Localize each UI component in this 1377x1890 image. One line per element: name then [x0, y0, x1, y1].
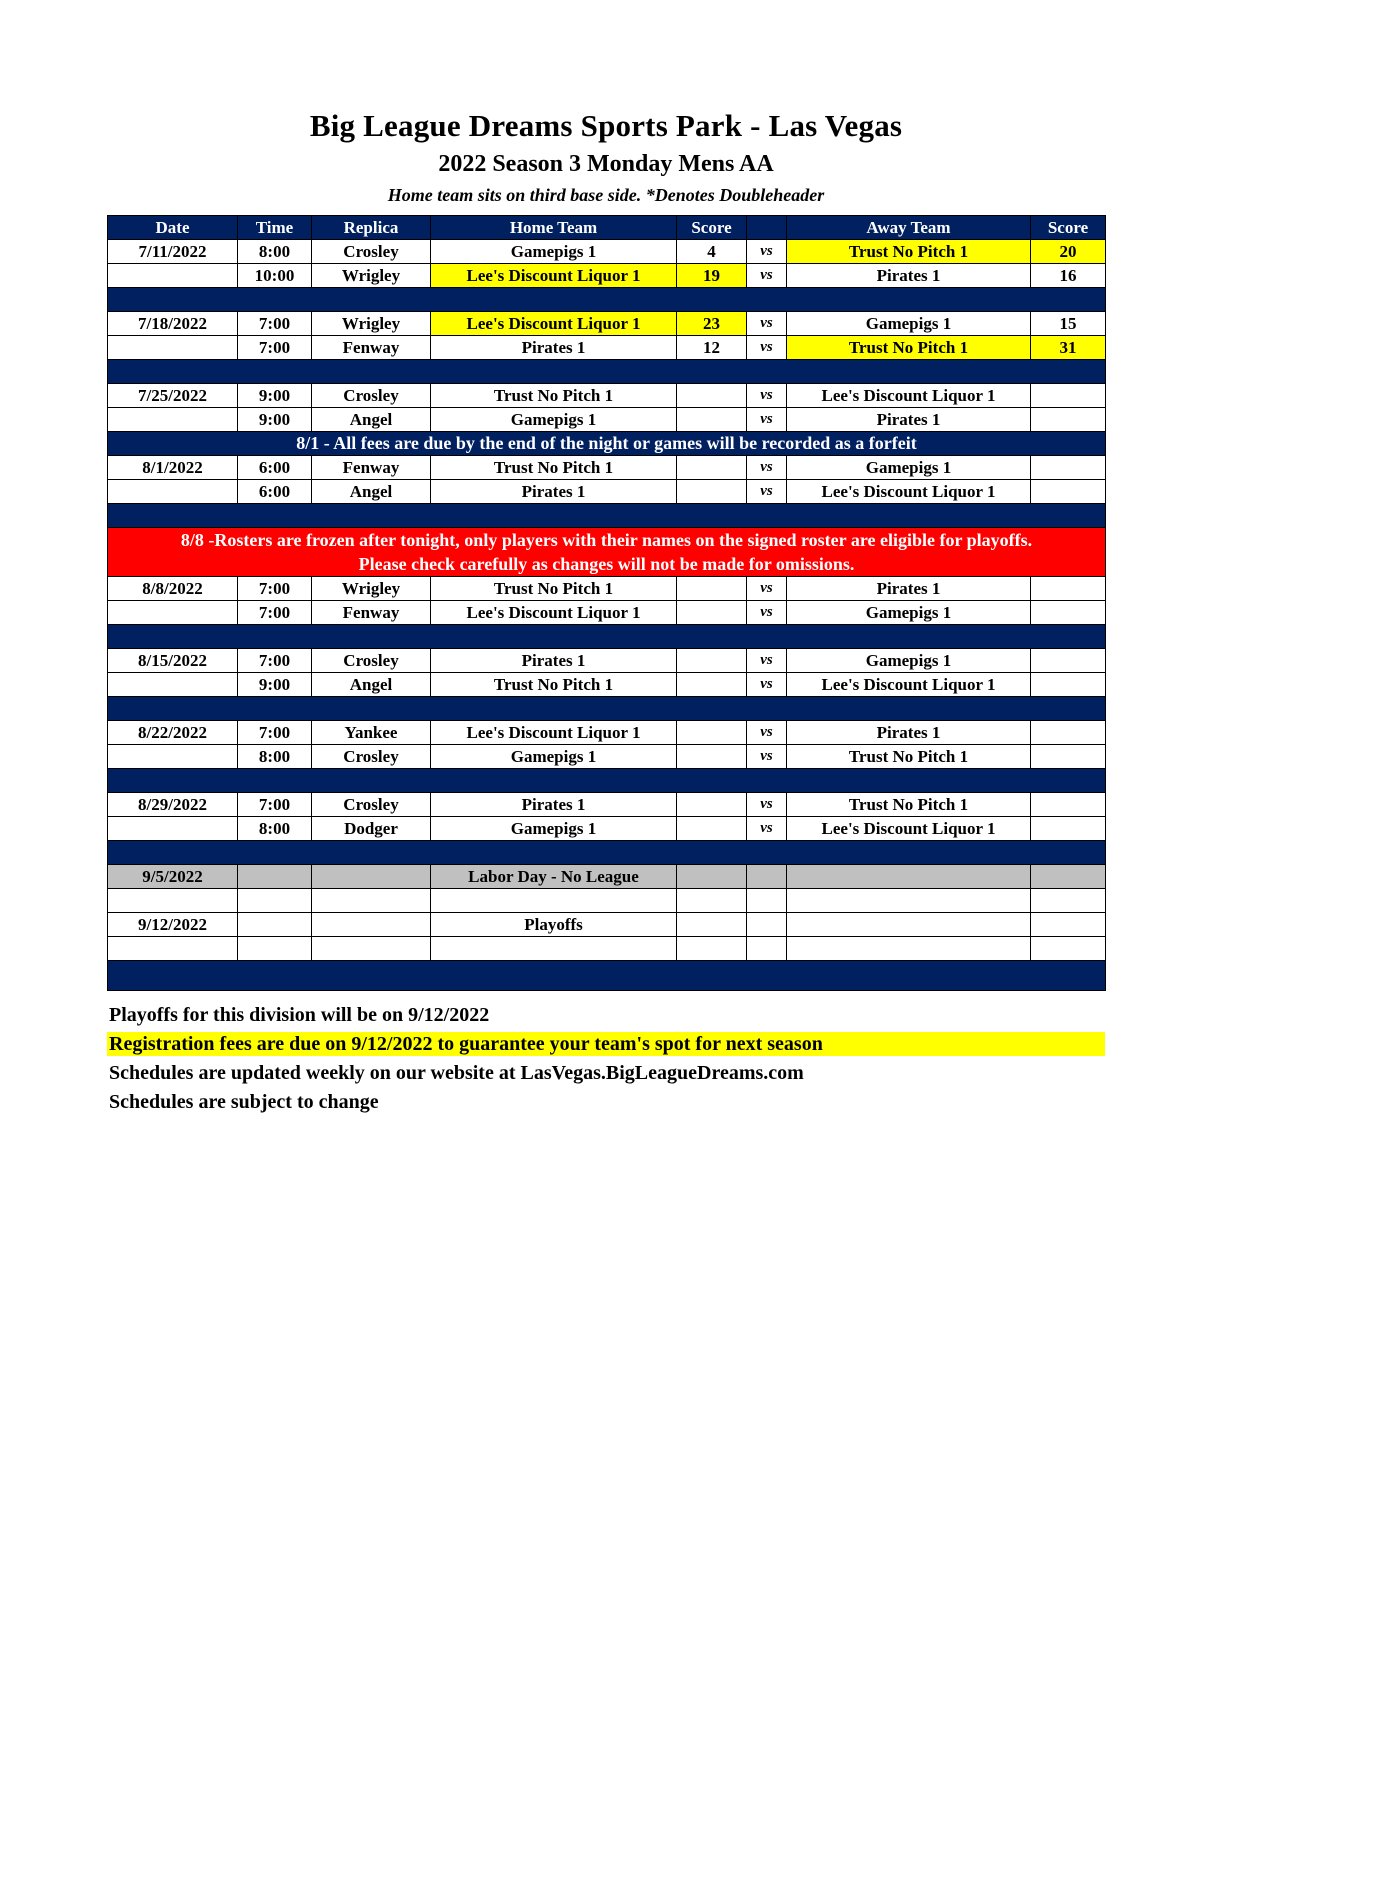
separator-band	[108, 697, 1106, 721]
date-cell	[108, 817, 238, 841]
vs-cell	[747, 913, 787, 937]
game-row	[108, 601, 1106, 625]
away-team-cell: Lee's Discount Liquor 1	[787, 384, 1031, 408]
away-team-cell: Lee's Discount Liquor 1	[787, 673, 1031, 697]
separator-band	[108, 625, 1106, 649]
away-score-cell	[1031, 384, 1106, 408]
home-score-cell	[677, 577, 747, 601]
home-score-cell	[677, 649, 747, 673]
time-cell	[238, 865, 312, 889]
away-score-cell	[1031, 408, 1106, 432]
vs-cell: vs	[747, 577, 787, 601]
replica-cell: Dodger	[312, 817, 431, 841]
replica-cell	[312, 913, 431, 937]
away-team-cell: Pirates 1	[787, 408, 1031, 432]
vs-cell: vs	[747, 649, 787, 673]
date-cell: 8/8/2022	[108, 577, 238, 601]
date-cell: 8/15/2022	[108, 649, 238, 673]
home-team-cell: Gamepigs 1	[431, 745, 677, 769]
vs-cell: vs	[747, 384, 787, 408]
vs-cell: vs	[747, 312, 787, 336]
home-score-cell	[677, 937, 747, 961]
away-score-cell	[1031, 889, 1106, 913]
away-score-cell	[1031, 721, 1106, 745]
vs-cell: vs	[747, 336, 787, 360]
replica-cell: Angel	[312, 673, 431, 697]
time-cell	[238, 889, 312, 913]
date-cell	[108, 937, 238, 961]
home-score-cell	[677, 793, 747, 817]
vs-cell: vs	[747, 601, 787, 625]
date-cell: 8/22/2022	[108, 721, 238, 745]
away-team-cell: Gamepigs 1	[787, 649, 1031, 673]
away-team-cell	[787, 937, 1031, 961]
date-cell	[108, 673, 238, 697]
home-score-cell	[677, 480, 747, 504]
game-row	[108, 384, 1106, 408]
footer-website-note: Schedules are updated weekly on our website at LasVegas.BigLeagueDreams.com	[109, 1062, 804, 1084]
replica-cell	[312, 937, 431, 961]
separator-band	[108, 504, 1106, 528]
no-league-row	[108, 865, 1106, 889]
col-header-time: Time	[238, 216, 312, 240]
game-row	[108, 673, 1106, 697]
roster-freeze-line: Please check carefully as changes will not be made for omissions.	[358, 554, 855, 574]
time-cell: 7:00	[238, 336, 312, 360]
home-team-cell: Pirates 1	[431, 649, 677, 673]
vs-cell: vs	[747, 817, 787, 841]
away-score-cell	[1031, 480, 1106, 504]
away-team-cell: Gamepigs 1	[787, 312, 1031, 336]
game-row	[108, 312, 1106, 336]
col-header-vs	[747, 216, 787, 240]
away-team-cell	[787, 913, 1031, 937]
time-cell	[238, 937, 312, 961]
away-score-cell	[1031, 745, 1106, 769]
date-cell: 9/12/2022	[108, 913, 238, 937]
replica-cell	[312, 865, 431, 889]
date-cell	[108, 745, 238, 769]
away-score-cell: 20	[1031, 240, 1106, 264]
date-cell: 7/25/2022	[108, 384, 238, 408]
away-score-cell	[1031, 937, 1106, 961]
time-cell: 10:00	[238, 264, 312, 288]
vs-cell: vs	[747, 480, 787, 504]
home-score-cell	[677, 745, 747, 769]
col-header-home-team: Home Team	[431, 216, 677, 240]
home-team-cell: Gamepigs 1	[431, 817, 677, 841]
vs-cell: vs	[747, 721, 787, 745]
home-team-cell: Lee's Discount Liquor 1	[431, 601, 677, 625]
separator-band	[108, 769, 1106, 793]
away-score-cell	[1031, 649, 1106, 673]
replica-cell: Angel	[312, 408, 431, 432]
away-score-cell: 15	[1031, 312, 1106, 336]
replica-cell: Fenway	[312, 601, 431, 625]
date-cell	[108, 336, 238, 360]
home-score-cell	[677, 384, 747, 408]
away-score-cell	[1031, 865, 1106, 889]
date-cell	[108, 601, 238, 625]
vs-cell: vs	[747, 793, 787, 817]
home-score-cell	[677, 889, 747, 913]
replica-cell: Wrigley	[312, 264, 431, 288]
game-row	[108, 793, 1106, 817]
game-row	[108, 913, 1106, 937]
time-cell: 7:00	[238, 649, 312, 673]
home-team-cell: Trust No Pitch 1	[431, 456, 677, 480]
replica-cell: Yankee	[312, 721, 431, 745]
away-score-cell	[1031, 456, 1106, 480]
home-score-cell	[677, 601, 747, 625]
game-row	[108, 649, 1106, 673]
replica-cell: Crosley	[312, 793, 431, 817]
away-team-cell	[787, 865, 1031, 889]
vs-cell: vs	[747, 408, 787, 432]
schedule-table	[107, 215, 1106, 991]
home-score-cell	[677, 456, 747, 480]
game-row	[108, 721, 1106, 745]
replica-cell: Fenway	[312, 456, 431, 480]
vs-cell	[747, 889, 787, 913]
home-team-cell: Gamepigs 1	[431, 240, 677, 264]
replica-cell: Crosley	[312, 649, 431, 673]
home-team-cell: Gamepigs 1	[431, 408, 677, 432]
home-team-cell: Lee's Discount Liquor 1	[431, 721, 677, 745]
separator-row	[108, 360, 1106, 384]
vs-cell: vs	[747, 673, 787, 697]
away-score-cell	[1031, 817, 1106, 841]
time-cell: 8:00	[238, 745, 312, 769]
home-team-cell: Lee's Discount Liquor 1	[431, 264, 677, 288]
home-score-cell: 12	[677, 336, 747, 360]
col-header-home-score: Score	[677, 216, 747, 240]
time-cell	[238, 913, 312, 937]
away-team-cell	[787, 889, 1031, 913]
footer-playoffs-note: Playoffs for this division will be on 9/12/2022	[109, 1004, 490, 1026]
game-row	[108, 408, 1106, 432]
separator-row	[108, 769, 1106, 793]
roster-freeze-row	[108, 528, 1106, 577]
announcement-row	[108, 432, 1106, 456]
away-score-cell	[1031, 913, 1106, 937]
separator-row	[108, 841, 1106, 865]
home-team-cell: Pirates 1	[431, 793, 677, 817]
game-row	[108, 264, 1106, 288]
home-score-cell: 23	[677, 312, 747, 336]
away-team-cell: Lee's Discount Liquor 1	[787, 480, 1031, 504]
away-team-cell: Pirates 1	[787, 721, 1031, 745]
away-team-cell: Lee's Discount Liquor 1	[787, 817, 1031, 841]
separator-row	[108, 288, 1106, 312]
time-cell: 7:00	[238, 721, 312, 745]
separator-row	[108, 625, 1106, 649]
time-cell: 7:00	[238, 793, 312, 817]
replica-cell: Fenway	[312, 336, 431, 360]
separator-band	[108, 841, 1106, 865]
roster-freeze-note	[108, 528, 1106, 577]
home-score-cell	[677, 408, 747, 432]
time-cell: 9:00	[238, 673, 312, 697]
date-cell: 8/29/2022	[108, 793, 238, 817]
home-team-cell: Pirates 1	[431, 480, 677, 504]
vs-cell: vs	[747, 264, 787, 288]
date-cell: 9/5/2022	[108, 865, 238, 889]
col-header-date: Date	[108, 216, 238, 240]
fees-due-note: 8/1 - All fees are due by the end of the night or games will be recorded as a forfeit	[108, 432, 1106, 456]
game-row	[108, 240, 1106, 264]
home-team-cell: Pirates 1	[431, 336, 677, 360]
col-header-replica: Replica	[312, 216, 431, 240]
empty-row	[108, 889, 1106, 913]
away-score-cell	[1031, 601, 1106, 625]
home-score-cell: 4	[677, 240, 747, 264]
home-score-cell	[677, 721, 747, 745]
time-cell: 9:00	[238, 408, 312, 432]
home-team-cell: Labor Day - No League	[431, 865, 677, 889]
footer-notes	[107, 1003, 1105, 1114]
time-cell: 7:00	[238, 601, 312, 625]
home-team-cell: Trust No Pitch 1	[431, 673, 677, 697]
away-team-cell: Gamepigs 1	[787, 601, 1031, 625]
home-team-cell: Playoffs	[431, 913, 677, 937]
date-cell: 7/11/2022	[108, 240, 238, 264]
time-cell: 6:00	[238, 456, 312, 480]
game-row	[108, 817, 1106, 841]
separator-row	[108, 961, 1106, 991]
footer-registration-note: Registration fees are due on 9/12/2022 to guarantee your team's spot for next season	[107, 1032, 1105, 1056]
home-score-cell	[677, 673, 747, 697]
away-team-cell: Trust No Pitch 1	[787, 240, 1031, 264]
date-cell	[108, 264, 238, 288]
away-score-cell	[1031, 673, 1106, 697]
time-cell: 8:00	[238, 817, 312, 841]
separator-band	[108, 288, 1106, 312]
time-cell: 9:00	[238, 384, 312, 408]
schedule-sheet	[107, 108, 1105, 1114]
game-row	[108, 577, 1106, 601]
separator-band	[108, 961, 1106, 991]
vs-cell	[747, 937, 787, 961]
away-team-cell: Pirates 1	[787, 264, 1031, 288]
home-score-cell	[677, 817, 747, 841]
away-score-cell: 16	[1031, 264, 1106, 288]
empty-row	[108, 937, 1106, 961]
replica-cell	[312, 889, 431, 913]
home-score-cell	[677, 865, 747, 889]
col-header-away-team: Away Team	[787, 216, 1031, 240]
vs-cell	[747, 865, 787, 889]
page-subtitle: 2022 Season 3 Monday Mens AA	[438, 151, 774, 177]
home-team-cell	[431, 889, 677, 913]
date-cell: 8/1/2022	[108, 456, 238, 480]
time-cell: 6:00	[238, 480, 312, 504]
home-score-cell: 19	[677, 264, 747, 288]
table-header-row	[108, 216, 1106, 240]
replica-cell: Wrigley	[312, 312, 431, 336]
game-row	[108, 456, 1106, 480]
home-team-cell: Lee's Discount Liquor 1	[431, 312, 677, 336]
away-score-cell	[1031, 577, 1106, 601]
replica-cell: Angel	[312, 480, 431, 504]
date-cell	[108, 408, 238, 432]
col-header-away-score: Score	[1031, 216, 1106, 240]
away-score-cell: 31	[1031, 336, 1106, 360]
replica-cell: Wrigley	[312, 577, 431, 601]
game-row	[108, 336, 1106, 360]
replica-cell: Crosley	[312, 240, 431, 264]
date-cell	[108, 889, 238, 913]
vs-cell: vs	[747, 240, 787, 264]
separator-band	[108, 360, 1106, 384]
date-cell: 7/18/2022	[108, 312, 238, 336]
separator-row	[108, 504, 1106, 528]
replica-cell: Crosley	[312, 384, 431, 408]
game-row	[108, 745, 1106, 769]
date-cell	[108, 480, 238, 504]
separator-row	[108, 697, 1106, 721]
away-team-cell: Trust No Pitch 1	[787, 336, 1031, 360]
header-note: Home team sits on third base side. *Denotes Doubleheader	[387, 185, 825, 205]
time-cell: 7:00	[238, 312, 312, 336]
away-score-cell	[1031, 793, 1106, 817]
away-team-cell: Trust No Pitch 1	[787, 793, 1031, 817]
vs-cell: vs	[747, 745, 787, 769]
away-team-cell: Trust No Pitch 1	[787, 745, 1031, 769]
away-team-cell: Gamepigs 1	[787, 456, 1031, 480]
game-row	[108, 480, 1106, 504]
time-cell: 7:00	[238, 577, 312, 601]
home-team-cell: Trust No Pitch 1	[431, 577, 677, 601]
replica-cell: Crosley	[312, 745, 431, 769]
away-team-cell: Pirates 1	[787, 577, 1031, 601]
page-title: Big League Dreams Sports Park - Las Vegas	[309, 108, 903, 143]
footer-subject-to-change-note: Schedules are subject to change	[109, 1091, 379, 1113]
vs-cell: vs	[747, 456, 787, 480]
home-team-cell	[431, 937, 677, 961]
roster-freeze-line: 8/8 -Rosters are frozen after tonight, only players with their names on the signed roster are eligible for playoffs.	[180, 530, 1033, 550]
home-team-cell: Trust No Pitch 1	[431, 384, 677, 408]
time-cell: 8:00	[238, 240, 312, 264]
home-score-cell	[677, 913, 747, 937]
